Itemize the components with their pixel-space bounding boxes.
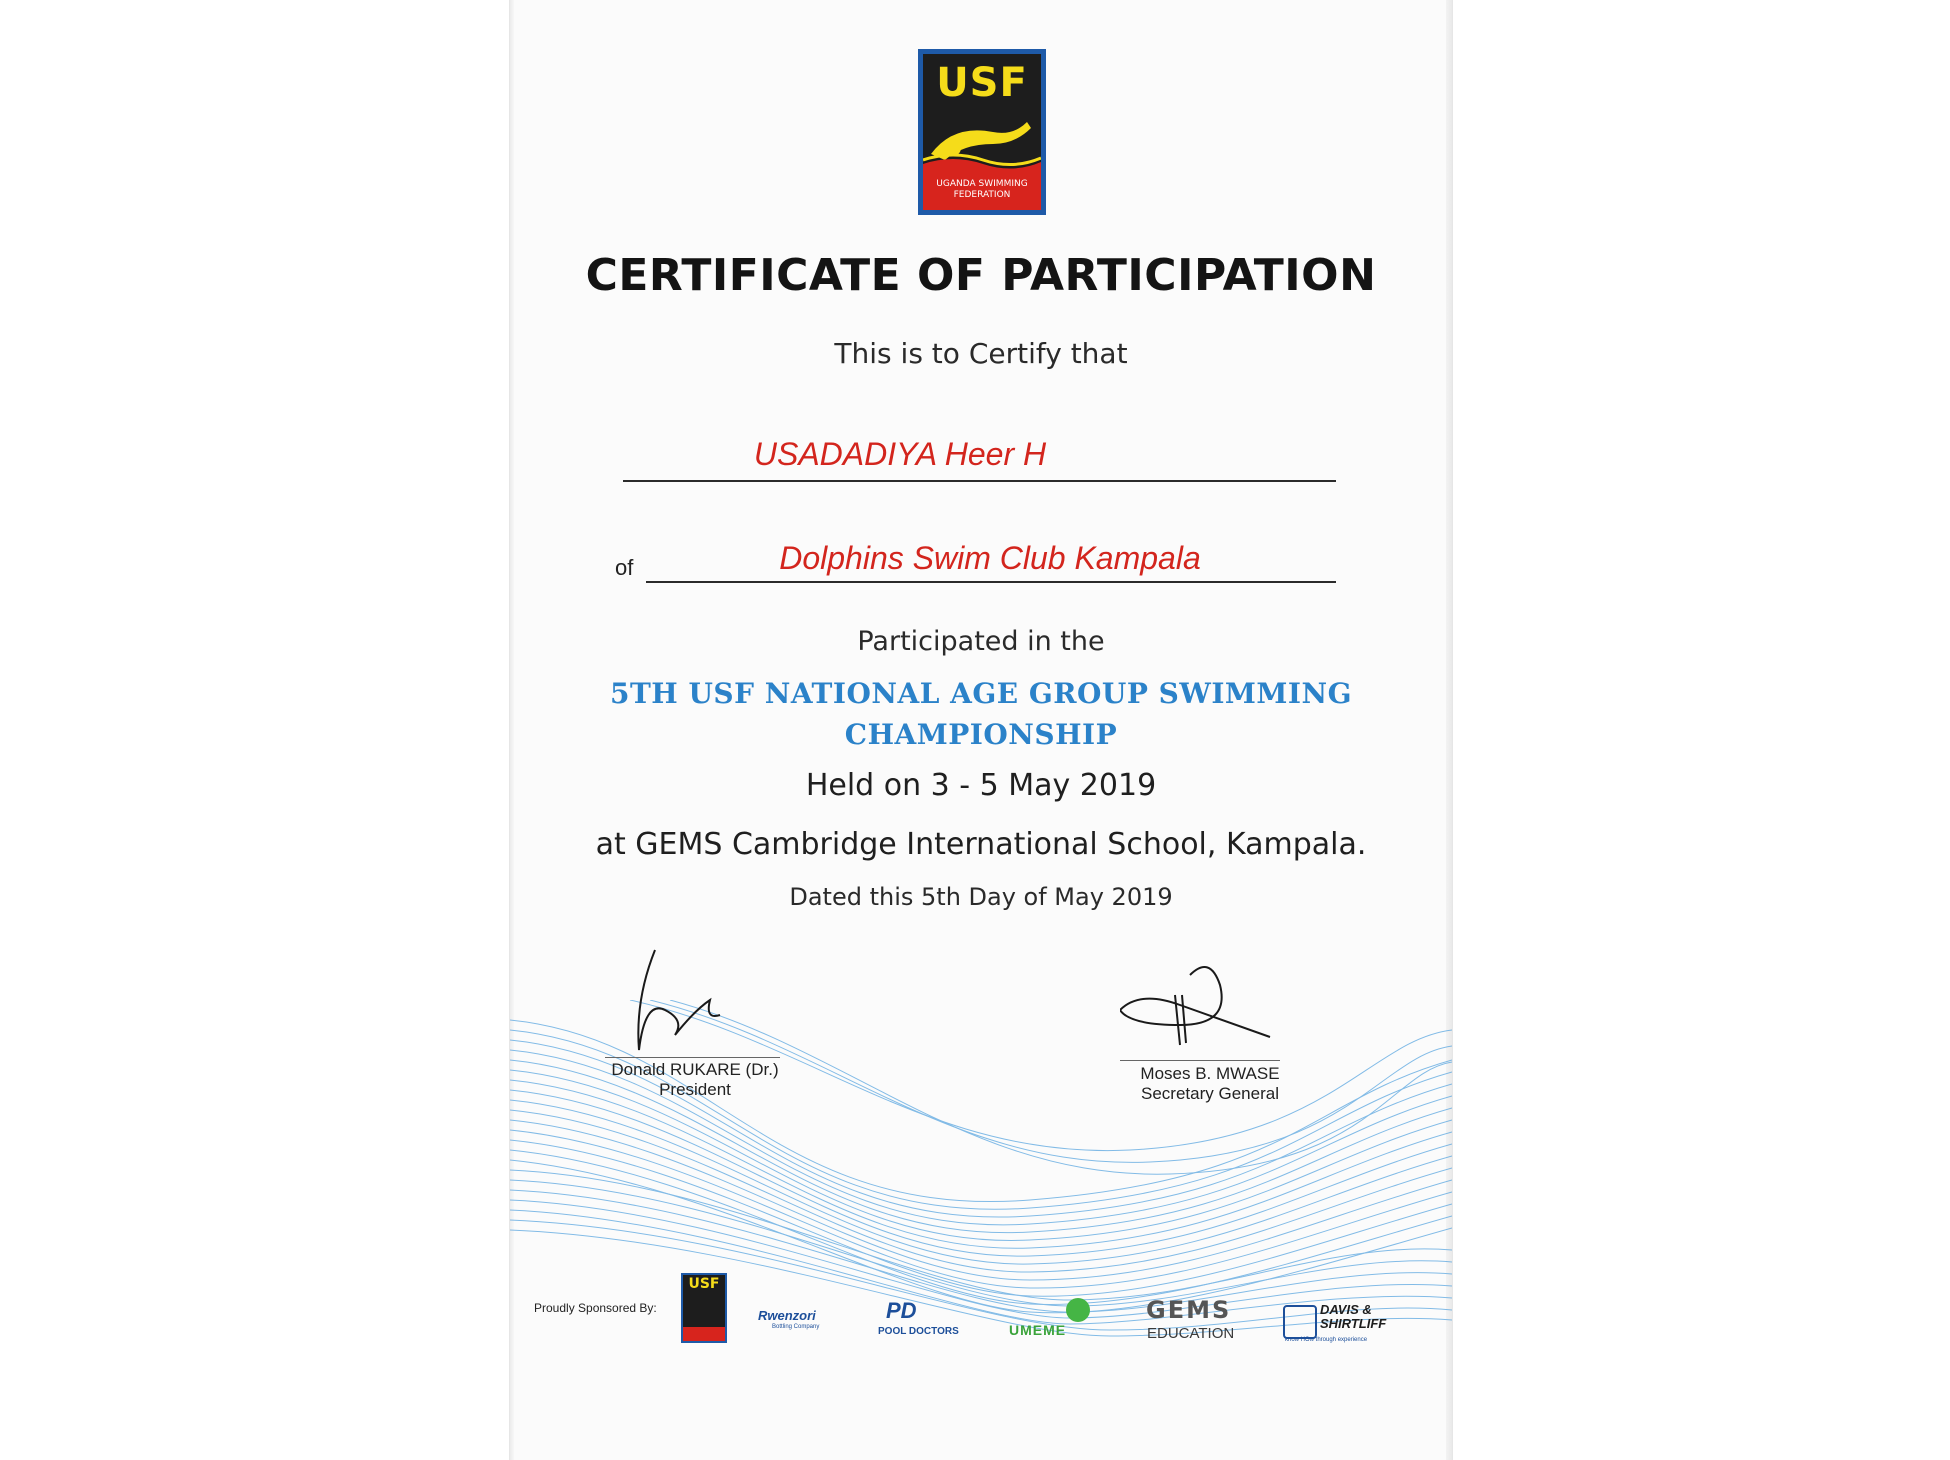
secretary-block (1110, 1064, 1310, 1104)
president-role: President (659, 1080, 731, 1099)
club-name: Dolphins Swim Club Kampala (779, 540, 1201, 576)
certify-line: This is to Certify that (834, 337, 1128, 370)
participant-name: USADADIYA Heer H (753, 436, 1047, 472)
president-block (580, 1060, 810, 1100)
secretary-signature-line (1120, 1060, 1280, 1061)
sponsor-davis-sub: know HOw through experience (1285, 1337, 1368, 1343)
participated-line: Participated in the (857, 626, 1105, 657)
certificate-title: CERTIFICATE OF PARTICIPATION (585, 250, 1377, 301)
sponsor-davis-line1: DAVIS & (1320, 1302, 1372, 1317)
usf-logo-band: UGANDA SWIMMING FEDERATION (923, 174, 1041, 210)
held-line: Held on 3 - 5 May 2019 (805, 768, 1157, 803)
sponsor-pool-doctors-logo: POOL DOCTORS (878, 1326, 959, 1337)
president-name: Donald RUKARE (Dr.) (611, 1060, 779, 1079)
sponsor-rwenzori-logo: Rwenzori (758, 1308, 816, 1323)
club-underline (646, 581, 1336, 583)
sponsor-davis-logo (1320, 1303, 1386, 1331)
of-label: of (615, 555, 634, 580)
sponsor-gems-logo: GEMS (1146, 1296, 1232, 1324)
sponsor-gems-sub: EDUCATION (1147, 1325, 1235, 1342)
certificate-sheet (510, 0, 1452, 1460)
sponsors-label: Proudly Sponsored By: (534, 1301, 657, 1315)
event-title-line1: 5TH USF NATIONAL AGE GROUP SWIMMING (609, 677, 1353, 710)
usf-logo (918, 49, 1046, 215)
sponsor-usf-logo (681, 1273, 727, 1343)
venue-line: at GEMS Cambridge International School, Kampala. (595, 827, 1367, 862)
secretary-signature (1120, 955, 1280, 1055)
sponsor-umeme-icon (1066, 1298, 1090, 1322)
sponsor-usf-band (683, 1327, 725, 1341)
president-signature (625, 940, 725, 1060)
sponsor-umeme-logo: UMEME (1009, 1322, 1067, 1338)
secretary-name: Moses B. MWASE (1140, 1064, 1280, 1083)
secretary-role: Secretary General (1141, 1084, 1279, 1103)
sponsor-usf-text: USF (688, 1276, 720, 1292)
name-underline (623, 480, 1336, 482)
sponsor-rwenzori-sub: Bottling Company (772, 1324, 820, 1330)
sponsor-davis-line2: SHIRTLIFF (1320, 1316, 1387, 1331)
sponsor-davis-icon (1283, 1305, 1317, 1339)
president-signature-line (605, 1057, 780, 1058)
swimmer-icon (923, 114, 1041, 174)
event-title-line2: CHAMPIONSHIP (844, 718, 1118, 751)
dated-line: Dated this 5th Day of May 2019 (789, 883, 1173, 911)
usf-logo-acronym: USF (936, 60, 1028, 106)
sponsor-pool-doctors-icon: PD (886, 1298, 917, 1323)
